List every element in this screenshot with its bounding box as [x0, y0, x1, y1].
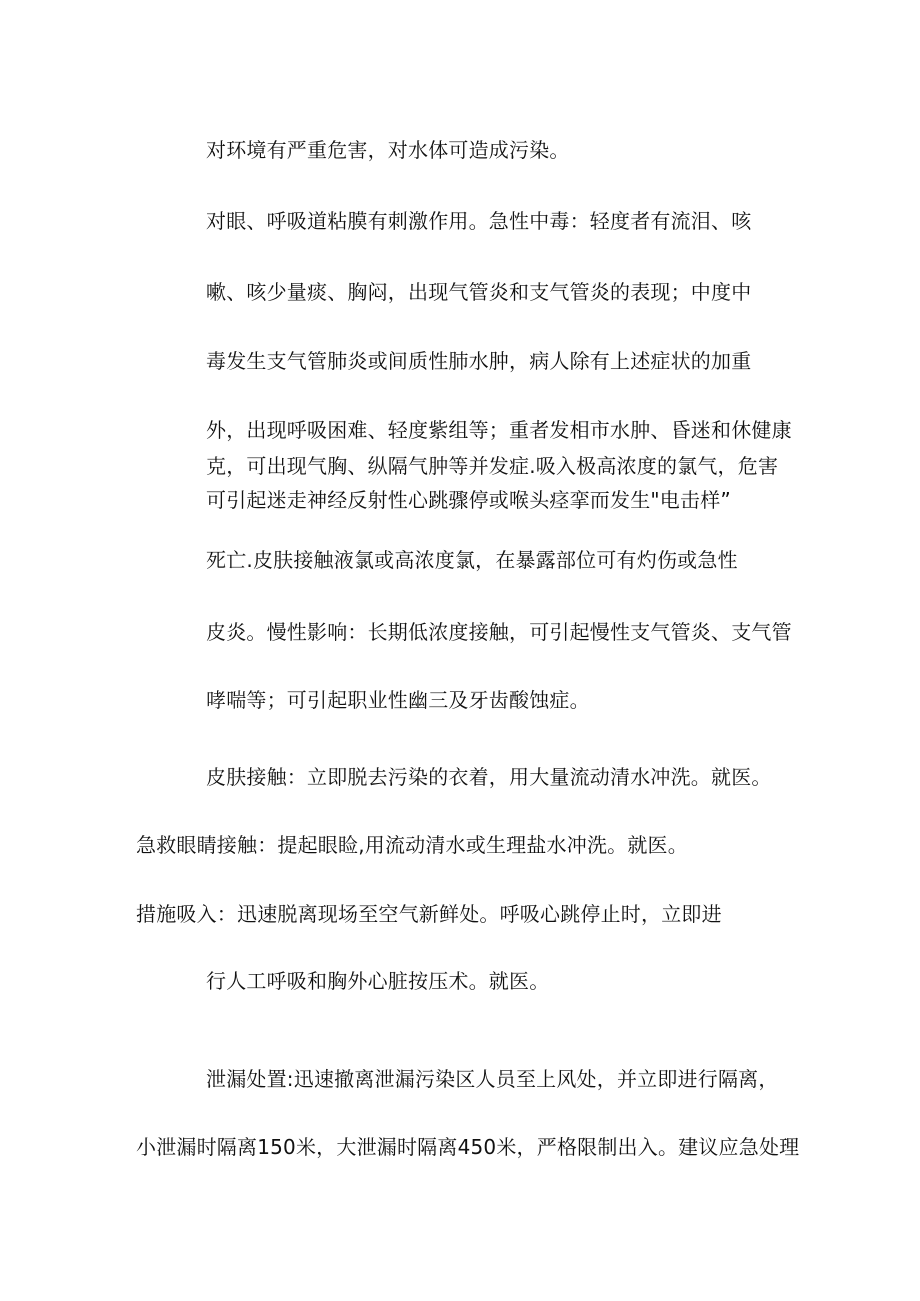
text-line-13: 措施吸入：迅速脱离现场至空气新鲜处。呼吸心跳停止时，立即进 — [136, 902, 722, 926]
text-line-14: 行人工呼吸和胸外心脏按压术。就医。 — [206, 969, 550, 993]
text-line-1: 对环境有严重危害，对水体可造成污染。 — [206, 138, 570, 162]
text-line-12: 急救眼睛接触：提起眼睑,用流动清水或生理盐水冲洗。就医。 — [136, 833, 688, 857]
text-line-9: 皮炎。慢性影响：长期低浓度接触，可引起慢性支气管炎、支气管 — [206, 620, 792, 644]
text-line-8: 死亡.皮肤接触液氯或高浓度氯，在暴露部位可有灼伤或急性 — [206, 548, 738, 572]
text-line-4: 毒发生支气管肺炎或间质性肺水肿，病人除有上述症状的加重 — [206, 349, 752, 373]
text-line-7: 可引起迷走神经反射性心跳骤停或喉头痉挛而发生"电击样” — [206, 488, 731, 512]
text-line-15: 泄漏处置:迅速撤离泄漏污染区人员至上风处，并立即进行隔离， — [206, 1067, 779, 1091]
text-line-2: 对眼、呼吸道粘膜有刺激作用。急性中毒：轻度者有流泪、咳 — [206, 209, 752, 233]
text-line-11: 皮肤接触：立即脱去污染的衣着，用大量流动清水冲洗。就医。 — [206, 765, 772, 789]
text-line-16: 小泄漏时隔离150米，大泄漏时隔离450米，严格限制出入。建议应急处理 — [136, 1135, 800, 1159]
text-line-10: 哮喘等；可引起职业性幽三及牙齿酸蚀症。 — [206, 688, 590, 712]
text-line-6: 克，可出现气胸、纵隔气肿等并发症.吸入极高浓度的氯气，危害 — [206, 454, 779, 478]
text-line-3: 嗽、咳少量痰、胸闷，出现气管炎和支气管炎的表现；中度中 — [206, 280, 752, 304]
text-line-5: 外，出现呼吸困难、轻度紫组等；重者发相市水肿、昏迷和休健康 — [206, 418, 792, 442]
